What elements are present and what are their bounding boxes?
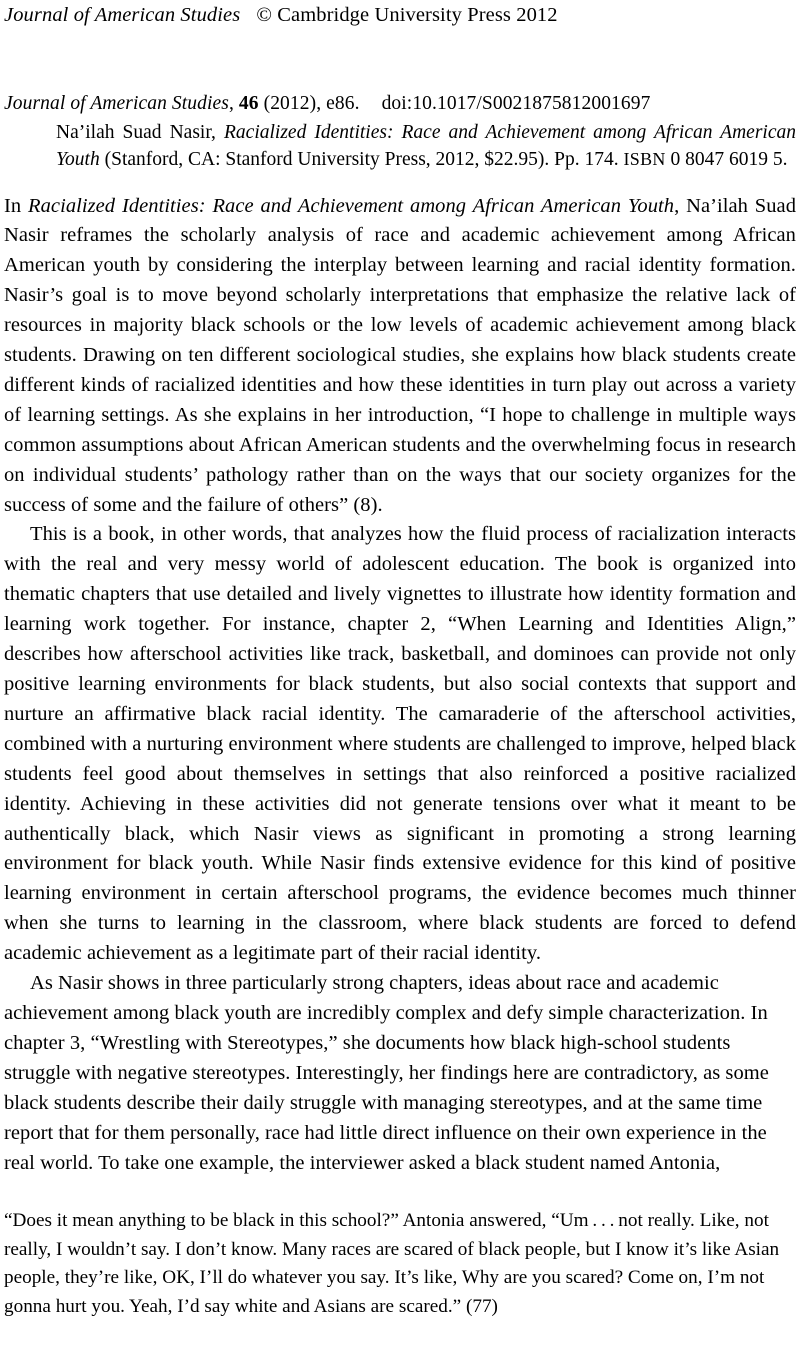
running-head bbox=[4, 0, 796, 28]
interview-block-quote bbox=[4, 1207, 796, 1321]
review-paragraph-2: This is a book, in other words, that analyzes how the fluid process of racialization interacts with the real and very messy world of adolescent education. The book is organized into thematic chapters that use detailed and lively vignettes to illustrate how identity formation and learning work together. For instance, chapter 2, “When Learning and Identities Align,” describes how afterschool activities like track, basketball, and dominoes can provide not only positive learning environments for black students, but also social contexts that support and nurture an affirmative black racial identity. The camaraderie of the afterschool activities, combined with a nurturing environment where students are challenged to improve, helped black students feel good about themselves in settings that also reinforced a positive racialized identity. Achieving in these activities did not generate tensions over what it meant to be authentically black, which Nasir views as significant in promoting a strong learning environment for black youth. While Nasir finds extensive evidence for this kind of positive learning environment in certain afterschool programs, the evidence becomes much thinner when she turns to learning in the classroom, where black students are forced to defend academic achievement as a legitimate part of their racial identity. bbox=[4, 523, 796, 965]
citation-book-title: Racialized Identities: Race and Achievement among African American Youth bbox=[56, 121, 796, 170]
citation-doi[interactable]: doi:10.1017/S0021875812001697 bbox=[381, 93, 651, 114]
citation-comma: , bbox=[228, 93, 234, 114]
paragraph-1-text: , Na’ilah Suad Nasir reframes the scholarly analysis of race and academic achievement among African American youth by considering the interplay between learning and racial identity formation. Nasir’s goal is to move beyond scholarly interpretations that emphasize the relative lack of resources in majority black schools or the low levels of academic achievement among black students. Drawing on ten different sociological studies, she explains how black students create different kinds of racialized identities and how these identities in turn play out across a variety of learning settings. As she explains in her introduction, “I hope to challenge in multiple ways common assumptions about African American students and the overwhelming focus in research on individual students’ pathology rather than on the ways that our society organizes for the success of some and the failure of others” (8). bbox=[4, 194, 796, 516]
citation-source-line bbox=[4, 90, 796, 118]
review-paragraph-1 bbox=[4, 192, 796, 521]
citation-volume: 46 bbox=[238, 93, 259, 114]
block-quote-text: “Does it mean anything to be black in this school?” Antonia answered, “Um . . . not really. Like, not really, I wouldn’t say. I don’t know. Many races are scared of black people, but I know it’s like Asian people, they’re like, OK, I’ll do whatever you say. It’s like, Why are you scared? Come on, I’m not gonna hurt you. Yeah, I’d say white and Asians are scared.” (77) bbox=[4, 1210, 780, 1317]
citation-publication: (Stanford, CA: Stanford University Press, 2012, $22.95). Pp. 174. bbox=[104, 149, 619, 170]
page-content bbox=[4, 0, 796, 1321]
citation-reference bbox=[4, 119, 796, 174]
running-head-journal-title: Journal of American Studies bbox=[4, 4, 241, 26]
citation-isbn-value: 0 8047 6019 5. bbox=[670, 149, 788, 170]
paragraph-1-lead-in: In bbox=[4, 194, 29, 217]
paragraph-1-book-title: Racialized Identities: Race and Achievement among African American Youth bbox=[28, 194, 675, 217]
citation-isbn-label: ISBN bbox=[623, 149, 666, 169]
citation-year-issue: (2012), e86. bbox=[263, 93, 360, 114]
citation-block bbox=[4, 90, 796, 174]
citation-journal-title: Journal of American Studies bbox=[4, 93, 229, 114]
citation-author: Na’ilah Suad Nasir, bbox=[56, 121, 216, 143]
review-body bbox=[4, 192, 796, 1179]
review-paragraph-3: As Nasir shows in three particularly strong chapters, ideas about race and academic achievement among black youth are incredibly complex and defy simple characterization. In chapter 3, “Wrestling with Stereotypes,” she documents how black high-school students struggle with negative stereotypes. Interestingly, her findings here are contradictory, as some black students describe their daily struggle with managing stereotypes, and at the same time report that for them personally, race had little direct influence on their own experience in the real world. To take one example, the interviewer asked a black student named Antonia, bbox=[4, 972, 769, 1174]
running-head-copyright: © Cambridge University Press 2012 bbox=[256, 4, 558, 26]
